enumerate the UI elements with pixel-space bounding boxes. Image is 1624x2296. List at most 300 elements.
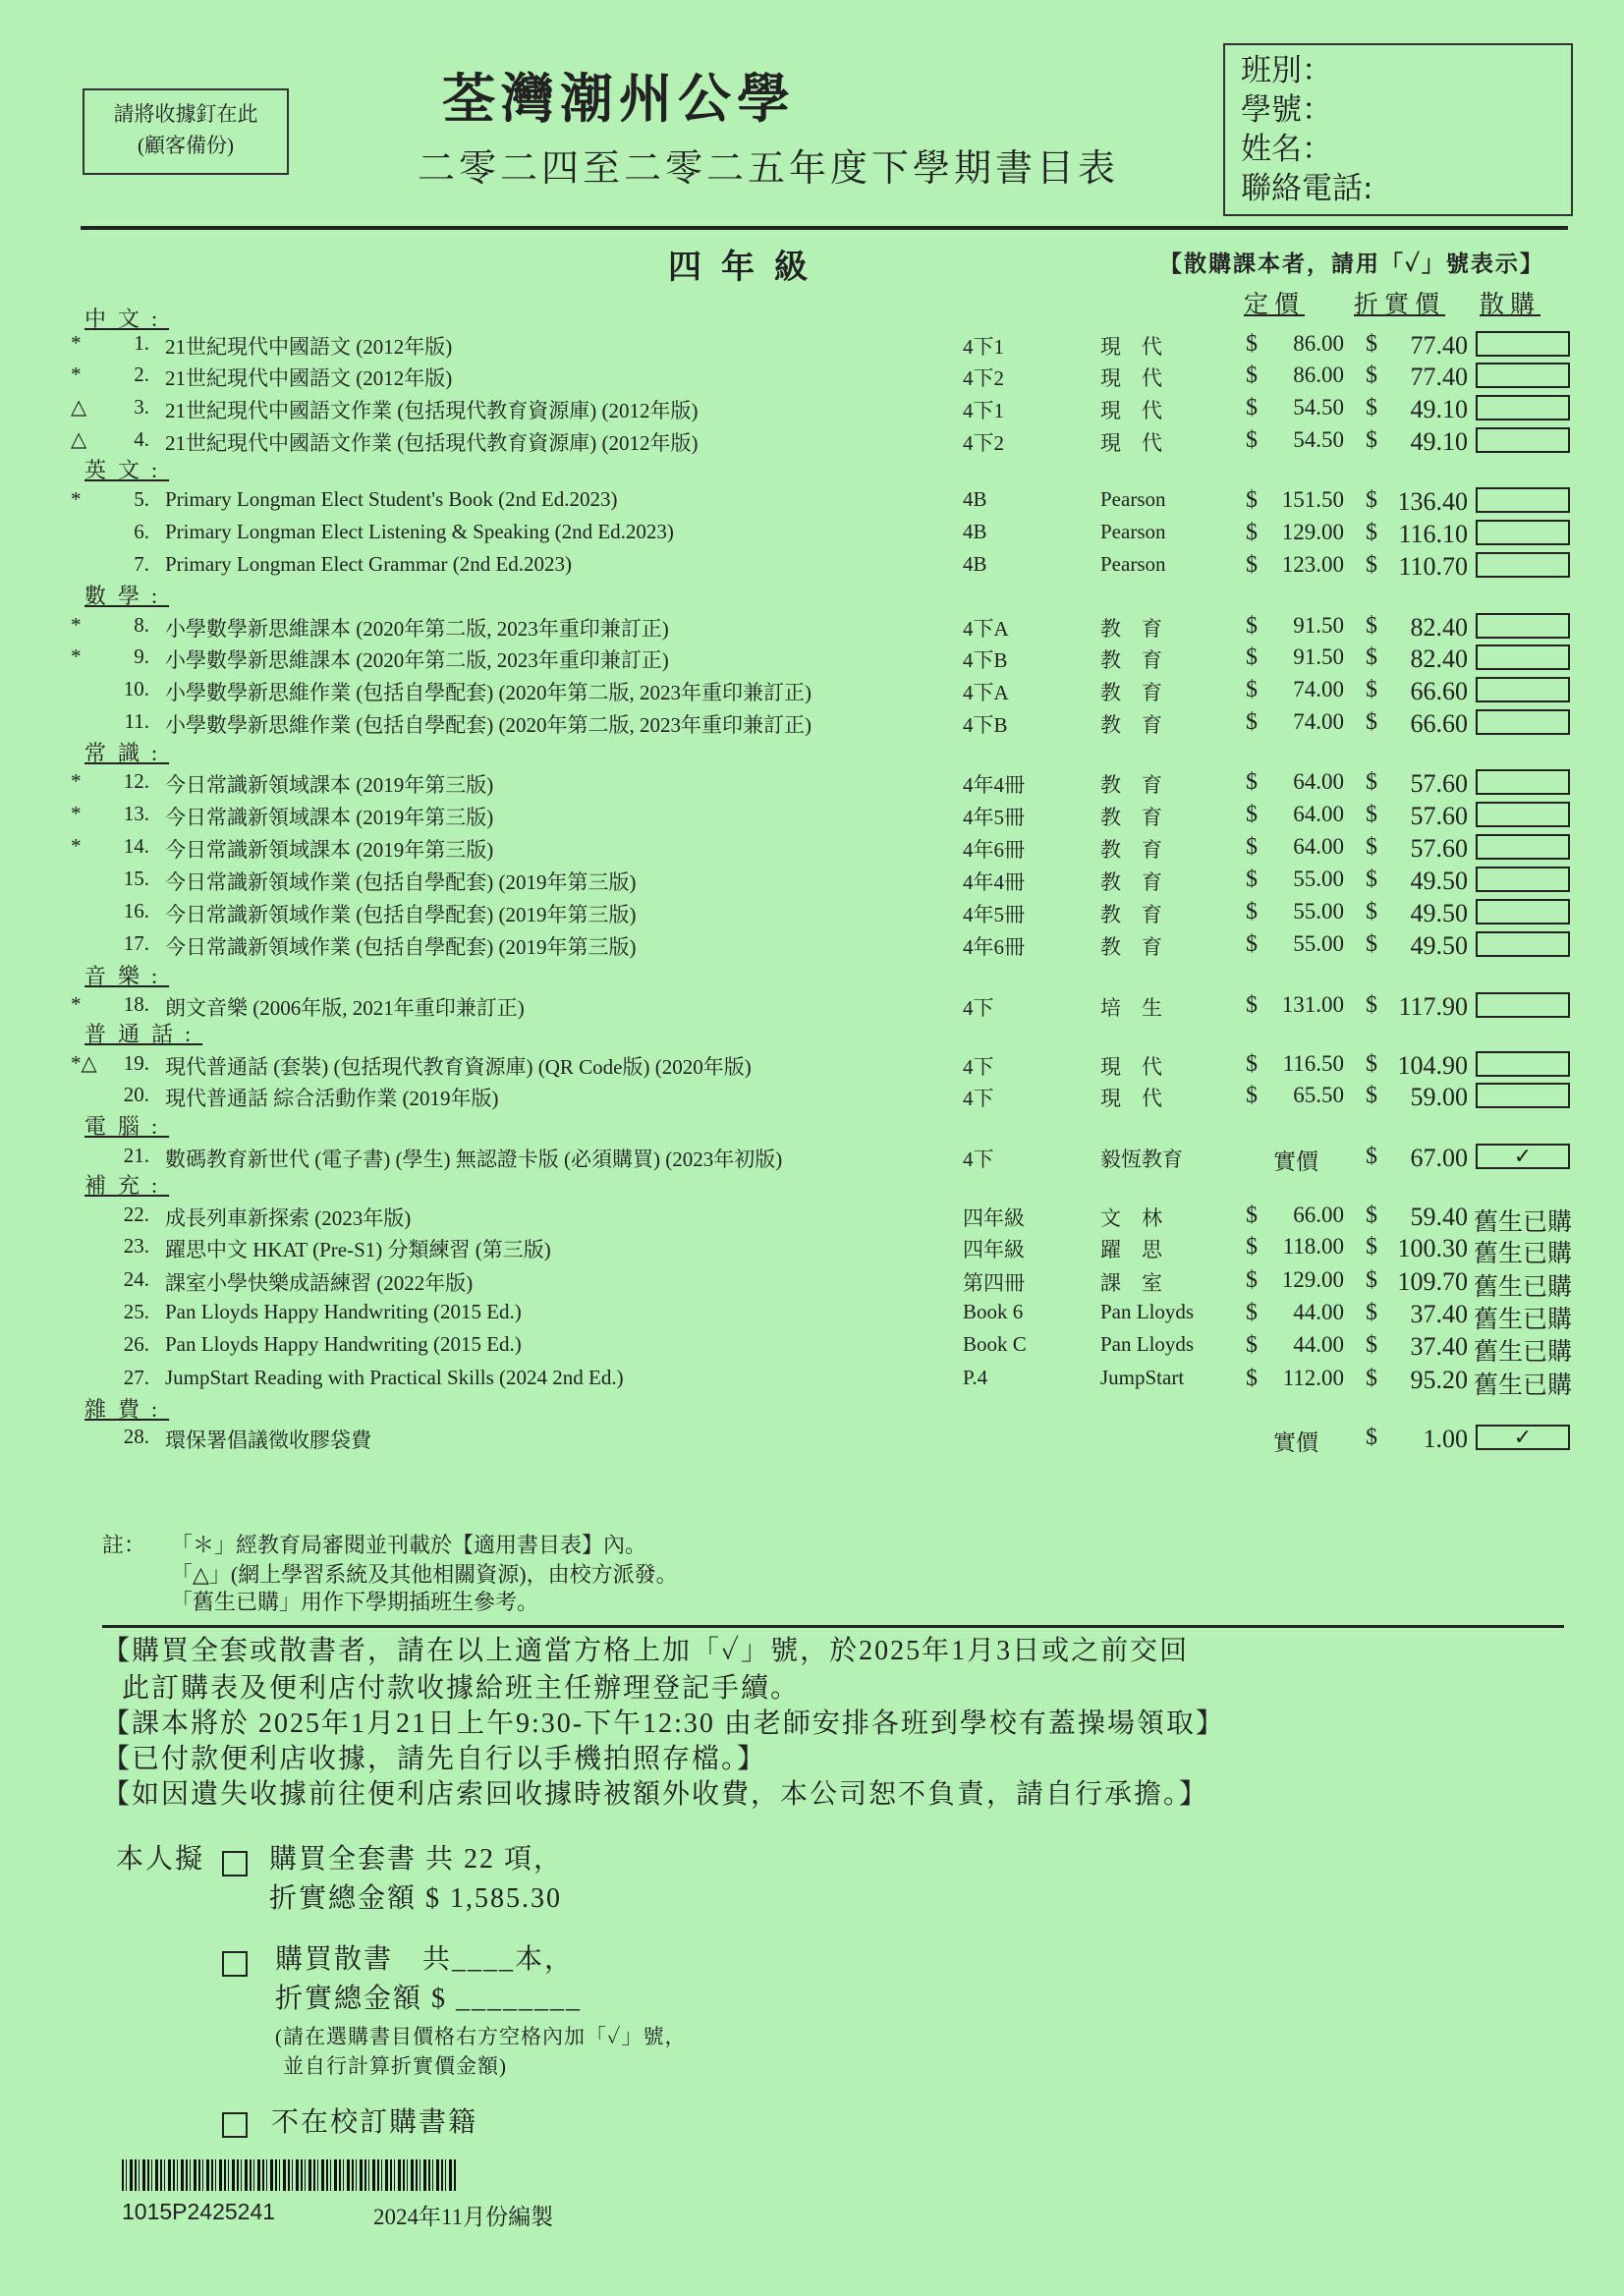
book-row (0, 1234, 1624, 1265)
approval-mark: * (71, 769, 82, 793)
note-2: 「△」(網上學習系統及其他相關資源)，由校方派發。 (171, 1562, 678, 1587)
item-number: 3. (134, 395, 149, 419)
book-row (0, 1083, 1624, 1114)
item-number: 9. (134, 644, 149, 668)
book-grade: 4B (963, 487, 987, 511)
dollar-sign: $ (1366, 834, 1377, 860)
category-label: 中文: (84, 307, 170, 331)
book-row (0, 1332, 1624, 1364)
list-price: 131.00 (1281, 992, 1344, 1017)
item-number: 2. (134, 363, 149, 386)
item-number: 4. (134, 427, 149, 451)
dollar-sign: $ (1246, 709, 1258, 735)
dollar-sign: $ (1246, 802, 1258, 827)
list-price: 86.00 (1293, 363, 1344, 387)
book-title: 小學數學新思維作業 (包括自學配套) (2020年第二版, 2023年重印兼訂正) (165, 681, 812, 704)
book-publisher: 教 育 (1100, 681, 1162, 704)
discount-price: 95.20 (1410, 1366, 1468, 1394)
book-row (0, 552, 1624, 584)
loose-purchase-checkbox[interactable] (1476, 427, 1570, 453)
book-publisher: 毅恆教育 (1100, 1148, 1183, 1171)
list-price: 116.50 (1282, 1051, 1344, 1076)
col-header-price: 定價 (1244, 292, 1306, 318)
book-row (0, 1144, 1624, 1175)
book-publisher: Pearson (1100, 552, 1166, 576)
book-grade: 4年5冊 (963, 806, 1025, 829)
book-publisher: 現 代 (1100, 1055, 1162, 1079)
book-title: Primary Longman Elect Student's Book (2nd Ed.2023) (165, 487, 618, 511)
book-title: 今日常識新領域課本 (2019年第三版) (165, 806, 494, 829)
dollar-sign: $ (1366, 899, 1377, 924)
intent-prefix: 本人擬 (116, 1844, 205, 1875)
book-title: 今日常識新領域課本 (2019年第三版) (165, 773, 494, 797)
dollar-sign: $ (1366, 395, 1377, 420)
item-number: 7. (134, 552, 149, 576)
loose-purchase-checkbox[interactable] (1476, 552, 1570, 578)
loose-purchase-checkbox[interactable]: ✓ (1476, 1144, 1570, 1169)
dollar-sign: $ (1246, 769, 1258, 795)
book-title: 數碼教育新世代 (電子書) (學生) 無認證卡版 (必須購買) (2023年初版) (165, 1148, 783, 1171)
dollar-sign: $ (1366, 1234, 1377, 1260)
book-title: 今日常識新領域作業 (包括自學配套) (2019年第三版) (165, 935, 637, 959)
book-grade: 第四冊 (963, 1271, 1025, 1295)
dollar-sign: $ (1366, 552, 1377, 578)
book-publisher: 教 育 (1100, 773, 1162, 797)
book-title: Primary Longman Elect Grammar (2nd Ed.2023) (165, 552, 573, 576)
dollar-sign: $ (1366, 1051, 1377, 1077)
book-title: 今日常識新領域作業 (包括自學配套) (2019年第三版) (165, 903, 637, 926)
dollar-sign: $ (1366, 709, 1377, 735)
dollar-sign: $ (1366, 1425, 1377, 1450)
list-price: 54.50 (1293, 395, 1344, 420)
book-grade: 4年4冊 (963, 773, 1025, 797)
book-row (0, 520, 1624, 551)
list-price: 91.50 (1293, 613, 1344, 638)
discount-price: 100.30 (1397, 1234, 1468, 1262)
dollar-sign: $ (1366, 1366, 1377, 1391)
dollar-sign: $ (1246, 677, 1258, 702)
dollar-sign: $ (1246, 1083, 1258, 1108)
book-row (0, 613, 1624, 644)
book-row (0, 769, 1624, 801)
book-grade: 4下A (963, 681, 1009, 704)
old-student-note: 舊生已購 (1474, 1372, 1573, 1399)
discount-price: 49.10 (1410, 427, 1468, 456)
category-label: 雜費: (84, 1397, 170, 1422)
approval-mark: * (71, 992, 82, 1016)
category-label: 數學: (84, 584, 170, 608)
book-grade: 4下 (963, 1055, 994, 1079)
book-row (0, 709, 1624, 741)
loose-books-hint-2: 並自行計算折實價金額) (283, 2054, 507, 2078)
dollar-sign: $ (1366, 1300, 1377, 1325)
loose-purchase-checkbox[interactable] (1476, 520, 1570, 545)
discount-price: 82.40 (1410, 644, 1468, 673)
book-grade: 4下B (963, 713, 1008, 737)
dollar-sign: $ (1246, 1203, 1258, 1228)
discount-price: 136.40 (1397, 487, 1468, 516)
book-publisher: 教 育 (1100, 838, 1162, 862)
dollar-sign: $ (1366, 520, 1377, 545)
book-title: 躍思中文 HKAT (Pre-S1) 分類練習 (第三版) (165, 1238, 551, 1261)
approval-mark: *△ (71, 1051, 97, 1075)
category-label: 音樂: (84, 964, 170, 988)
book-title: 現代普通話 綜合活動作業 (2019年版) (165, 1087, 499, 1110)
document-subtitle: 二零二四至二零二五年度下學期書目表 (418, 148, 1120, 190)
approval-mark: * (71, 834, 82, 858)
loose-purchase-checkbox[interactable]: ✓ (1476, 1425, 1570, 1450)
book-row (0, 1300, 1624, 1331)
list-price: 129.00 (1281, 520, 1344, 544)
loose-purchase-checkbox[interactable] (1476, 1083, 1570, 1108)
book-publisher: 教 育 (1100, 617, 1162, 641)
loose-books-checkbox[interactable] (222, 1951, 248, 1977)
school-name: 荃灣潮州公學 (442, 70, 796, 129)
loose-purchase-checkbox[interactable] (1476, 363, 1570, 388)
book-row (0, 802, 1624, 833)
book-grade: Book C (963, 1332, 1027, 1356)
book-grade: 4下1 (963, 399, 1004, 422)
book-grade: 4下 (963, 1148, 994, 1171)
loose-purchase-checkbox[interactable] (1476, 992, 1570, 1018)
book-row (0, 395, 1624, 426)
book-publisher: 現 代 (1100, 335, 1162, 359)
instruction-check-mark: ✓ (721, 1636, 742, 1666)
dollar-sign: $ (1246, 487, 1258, 513)
name-field[interactable]: 姓名： (1241, 132, 1332, 167)
instruction-1b: 」號，於2025年1月3日或之前交回 (741, 1636, 1190, 1666)
instruction-collection-date: 【課本將於 2025年1月21日上午9:30-下午12:30 由老師安排各班到學校有蓋操場領取】 (102, 1708, 1225, 1739)
dollar-sign: $ (1366, 769, 1377, 795)
loose-purchase-checkbox[interactable] (1476, 331, 1570, 357)
book-grade: 四年級 (963, 1206, 1025, 1230)
loose-purchase-checkbox[interactable] (1476, 613, 1570, 639)
discount-price: 1.00 (1423, 1425, 1468, 1453)
discount-price: 59.40 (1410, 1203, 1468, 1231)
dollar-sign: $ (1366, 992, 1377, 1018)
book-row (0, 363, 1624, 394)
item-number: 11. (124, 709, 149, 733)
book-title: 成長列車新探索 (2023年版) (165, 1206, 412, 1230)
book-title: Pan Lloyds Happy Handwriting (2015 Ed.) (165, 1332, 522, 1356)
list-price: 74.00 (1293, 709, 1344, 734)
item-number: 19. (123, 1051, 149, 1075)
book-title: 21世紀現代中國語文 (2012年版) (165, 366, 453, 390)
list-price: 129.00 (1281, 1267, 1344, 1292)
book-row (0, 1366, 1624, 1397)
full-set-total: 折實總金額 $ 1,585.30 (269, 1883, 563, 1914)
receipt-line2: (顧客備份) (138, 134, 234, 157)
list-price: 64.00 (1293, 834, 1344, 859)
old-student-note: 舊生已購 (1474, 1339, 1573, 1366)
dollar-sign: $ (1366, 613, 1377, 639)
list-price: 86.00 (1293, 331, 1344, 356)
book-publisher: 教 育 (1100, 870, 1162, 894)
approval-mark: △ (71, 395, 87, 419)
discount-price: 66.60 (1410, 709, 1468, 738)
phone-field[interactable]: 聯絡電話: (1241, 171, 1373, 206)
book-title: 21世紀現代中國語文作業 (包括現代教育資源庫) (2012年版) (165, 431, 699, 455)
book-row (0, 644, 1624, 676)
item-number: 18. (123, 992, 149, 1016)
item-number: 12. (123, 769, 149, 793)
approval-mark: △ (71, 427, 87, 451)
book-title: 今日常識新領域課本 (2019年第三版) (165, 838, 494, 862)
discount-price: 66.60 (1410, 677, 1468, 705)
approval-mark: * (71, 802, 82, 825)
book-publisher: 現 代 (1100, 431, 1162, 455)
discount-price: 37.40 (1410, 1300, 1468, 1328)
loose-purchase-checkbox[interactable] (1476, 644, 1570, 670)
compiled-date: 2024年11月份編製 (373, 2205, 554, 2229)
discount-price: 37.40 (1410, 1332, 1468, 1361)
dollar-sign: $ (1366, 331, 1377, 357)
discount-price: 57.60 (1410, 802, 1468, 830)
list-price: 55.00 (1293, 867, 1344, 891)
loose-purchase-checkbox[interactable] (1476, 1051, 1570, 1077)
category-label: 普通話: (84, 1022, 203, 1046)
loose-purchase-checkbox[interactable] (1476, 487, 1570, 513)
dollar-sign: $ (1366, 363, 1377, 388)
book-grade: 4下A (963, 617, 1009, 641)
class-field[interactable]: 班別： (1241, 53, 1332, 88)
book-publisher: Pan Lloyds (1100, 1300, 1195, 1323)
category-label: 英文: (84, 458, 170, 482)
category-label: 電腦: (84, 1114, 170, 1139)
dollar-sign: $ (1246, 644, 1258, 670)
col-header-loose: 散購 (1480, 292, 1541, 318)
list-price: 74.00 (1293, 677, 1344, 701)
discount-price: 49.10 (1410, 395, 1468, 423)
instruction-1c: 此訂購表及便利店付款收據給班主任辦理登記手續。 (122, 1673, 801, 1704)
dollar-sign: $ (1246, 1234, 1258, 1260)
discount-price: 59.00 (1410, 1083, 1468, 1111)
list-price: 44.00 (1293, 1300, 1344, 1324)
dollar-sign: $ (1246, 1332, 1258, 1358)
dollar-sign: $ (1246, 427, 1258, 453)
category-label: 常識: (84, 741, 170, 765)
dollar-sign: $ (1366, 1267, 1377, 1293)
old-student-note: 舊生已購 (1474, 1209, 1573, 1236)
book-title: 今日常識新領域作業 (包括自學配套) (2019年第三版) (165, 870, 637, 894)
instruction-1a: 【購買全套或散書者，請在以上適當方格上加「 (102, 1636, 722, 1666)
book-title: 21世紀現代中國語文作業 (包括現代教育資源庫) (2012年版) (165, 399, 699, 422)
loose-purchase-checkbox[interactable] (1476, 677, 1570, 702)
dollar-sign: $ (1366, 677, 1377, 702)
dollar-sign: $ (1366, 1203, 1377, 1228)
item-number: 10. (123, 677, 149, 700)
book-publisher: 教 育 (1100, 713, 1162, 737)
list-price: 64.00 (1293, 769, 1344, 794)
old-student-note: 舊生已購 (1474, 1241, 1573, 1267)
approval-mark: * (71, 331, 82, 355)
dollar-sign: $ (1246, 1267, 1258, 1293)
dollar-sign: $ (1366, 427, 1377, 453)
book-row (0, 931, 1624, 963)
list-price: 151.50 (1281, 487, 1344, 512)
dollar-sign: $ (1246, 1051, 1258, 1077)
list-price: 118.00 (1282, 1234, 1344, 1259)
dollar-sign: $ (1366, 1144, 1377, 1169)
list-price: 55.00 (1293, 899, 1344, 924)
discount-price: 49.50 (1410, 931, 1468, 960)
book-title: 21世紀現代中國語文 (2012年版) (165, 335, 453, 359)
book-publisher: 教 育 (1100, 903, 1162, 926)
student-number-field[interactable]: 學號： (1241, 92, 1332, 128)
form-code: 1015P2425241 (122, 2199, 276, 2224)
book-title: 小學數學新思維作業 (包括自學配套) (2020年第二版, 2023年重印兼訂正) (165, 713, 812, 737)
item-number: 16. (123, 899, 149, 923)
item-number: 17. (123, 931, 149, 955)
instruction-lost-receipt: 【如因遺失收據前往便利店索回收據時被額外收費，本公司恕不負責，請自行承擔。】 (102, 1779, 1209, 1810)
old-student-note: 舊生已購 (1474, 1274, 1573, 1301)
book-publisher: 教 育 (1100, 935, 1162, 959)
discount-price: 77.40 (1410, 363, 1468, 391)
dollar-sign: $ (1246, 1366, 1258, 1391)
book-row (0, 834, 1624, 866)
approval-mark: * (71, 613, 82, 637)
list-price: 123.00 (1281, 552, 1344, 577)
col-header-discount: 折實價 (1354, 292, 1446, 318)
book-grade: 4B (963, 552, 987, 576)
no-order-checkbox[interactable] (222, 2112, 248, 2138)
approval-mark: * (71, 363, 82, 386)
loose-books-hint-1: (請在選購書目價格右方空格內加「✓」號， (275, 2025, 687, 2048)
book-row (0, 867, 1624, 898)
item-number: 8. (134, 613, 149, 637)
book-publisher: 教 育 (1100, 806, 1162, 829)
dollar-sign: $ (1246, 331, 1258, 357)
item-number: 27. (123, 1366, 149, 1389)
instruction-receipt-photo: 【已付款便利店收據，請先自行以手機拍照存檔。】 (102, 1744, 767, 1774)
discount-price: 57.60 (1410, 769, 1468, 798)
book-publisher: Pan Lloyds (1100, 1332, 1195, 1356)
book-grade: 4下 (963, 1087, 994, 1110)
notes-label: 註： (102, 1533, 146, 1557)
book-title: 朗文音樂 (2006年版, 2021年重印兼訂正) (165, 996, 525, 1020)
book-row (0, 677, 1624, 708)
list-price: 55.00 (1293, 931, 1344, 956)
old-student-note: 舊生已購 (1474, 1307, 1573, 1333)
dollar-sign: $ (1366, 644, 1377, 670)
approval-mark: * (71, 644, 82, 668)
loose-purchase-checkbox[interactable] (1476, 867, 1570, 892)
item-number: 20. (123, 1083, 149, 1106)
note-1: 「＊」經教育局審閱並刊載於【適用書目表】內。 (171, 1533, 647, 1557)
student-info-box (1223, 43, 1573, 216)
price-actual-label: 實價 (1273, 1430, 1318, 1455)
discount-price: 77.40 (1410, 331, 1468, 360)
loose-purchase-checkbox[interactable] (1476, 899, 1570, 924)
book-title: Pan Lloyds Happy Handwriting (2015 Ed.) (165, 1300, 522, 1323)
receipt-line1: 請將收據釘在此 (113, 102, 258, 126)
book-row (0, 1425, 1624, 1456)
discount-price: 116.10 (1398, 520, 1468, 548)
list-price: 44.00 (1293, 1332, 1344, 1357)
book-grade: 4下B (963, 648, 1008, 672)
dollar-sign: $ (1366, 487, 1377, 513)
discount-price: 49.50 (1410, 899, 1468, 927)
list-price: 112.00 (1282, 1366, 1344, 1390)
book-publisher: 躍 思 (1100, 1238, 1162, 1261)
item-number: 5. (134, 487, 149, 511)
item-number: 15. (123, 867, 149, 890)
loose-books-label: 購買散書 共____本， (275, 1944, 575, 1975)
loose-purchase-checkbox[interactable] (1476, 802, 1570, 827)
book-title: Primary Longman Elect Listening & Speaking (2nd Ed.2023) (165, 520, 674, 543)
list-price: 91.50 (1293, 644, 1344, 669)
item-number: 1. (134, 331, 149, 355)
item-number: 6. (134, 520, 149, 543)
dollar-sign: $ (1366, 1332, 1377, 1358)
book-grade: Book 6 (963, 1300, 1024, 1323)
item-number: 13. (123, 802, 149, 825)
discount-price: 49.50 (1410, 867, 1468, 895)
book-grade: 4B (963, 520, 987, 543)
dollar-sign: $ (1246, 395, 1258, 420)
discount-price: 117.90 (1398, 992, 1468, 1021)
loose-purchase-checkbox[interactable] (1476, 931, 1570, 957)
book-title: 環保署倡議徵收膠袋費 (165, 1428, 371, 1452)
loose-purchase-checkbox[interactable] (1476, 395, 1570, 420)
book-publisher: 文 林 (1100, 1206, 1162, 1230)
book-grade: 4年6冊 (963, 838, 1025, 862)
loose-purchase-checkbox[interactable] (1476, 834, 1570, 860)
full-set-checkbox[interactable] (222, 1851, 248, 1876)
book-grade: 4下2 (963, 366, 1004, 390)
dollar-sign: $ (1366, 1083, 1377, 1108)
header-divider (81, 226, 1568, 230)
book-title: 現代普通話 (套裝) (包括現代教育資源庫) (QR Code版) (2020年版) (165, 1055, 752, 1079)
book-grade: 4下1 (963, 335, 1004, 359)
book-row (0, 331, 1624, 363)
dollar-sign: $ (1246, 1300, 1258, 1325)
loose-purchase-checkbox[interactable] (1476, 769, 1570, 795)
book-publisher: JumpStart (1100, 1366, 1185, 1389)
dollar-sign: $ (1246, 613, 1258, 639)
item-number: 22. (123, 1203, 149, 1226)
book-publisher: 課 室 (1100, 1271, 1162, 1295)
item-number: 26. (123, 1332, 149, 1356)
dollar-sign: $ (1246, 992, 1258, 1018)
loose-purchase-checkbox[interactable] (1476, 709, 1570, 735)
book-publisher: 教 育 (1100, 648, 1162, 672)
dollar-sign: $ (1366, 867, 1377, 892)
dollar-sign: $ (1366, 931, 1377, 957)
book-row (0, 992, 1624, 1024)
dollar-sign: $ (1246, 520, 1258, 545)
discount-price: 67.00 (1410, 1144, 1468, 1172)
item-number: 14. (123, 834, 149, 858)
no-order-label: 不在校訂購書籍 (271, 2107, 478, 2138)
book-title: 小學數學新思維課本 (2020年第二版, 2023年重印兼訂正) (165, 617, 669, 641)
book-row (0, 427, 1624, 459)
grade-heading: 四年級 (668, 250, 827, 286)
book-row (0, 1267, 1624, 1299)
book-grade: 四年級 (963, 1238, 1025, 1261)
book-publisher: Pearson (1100, 520, 1166, 543)
receipt-attach-box (83, 88, 289, 175)
item-number: 23. (123, 1234, 149, 1258)
full-set-label: 購買全套書 共 22 項， (269, 1844, 564, 1875)
barcode (122, 2159, 458, 2191)
list-price: 65.50 (1293, 1083, 1344, 1107)
item-number: 28. (123, 1425, 149, 1448)
book-grade: 4年5冊 (963, 903, 1025, 926)
list-price: 64.00 (1293, 802, 1344, 826)
book-grade: 4年6冊 (963, 935, 1025, 959)
loose-books-total[interactable]: 折實總金額 $ ________ (275, 1984, 583, 2014)
